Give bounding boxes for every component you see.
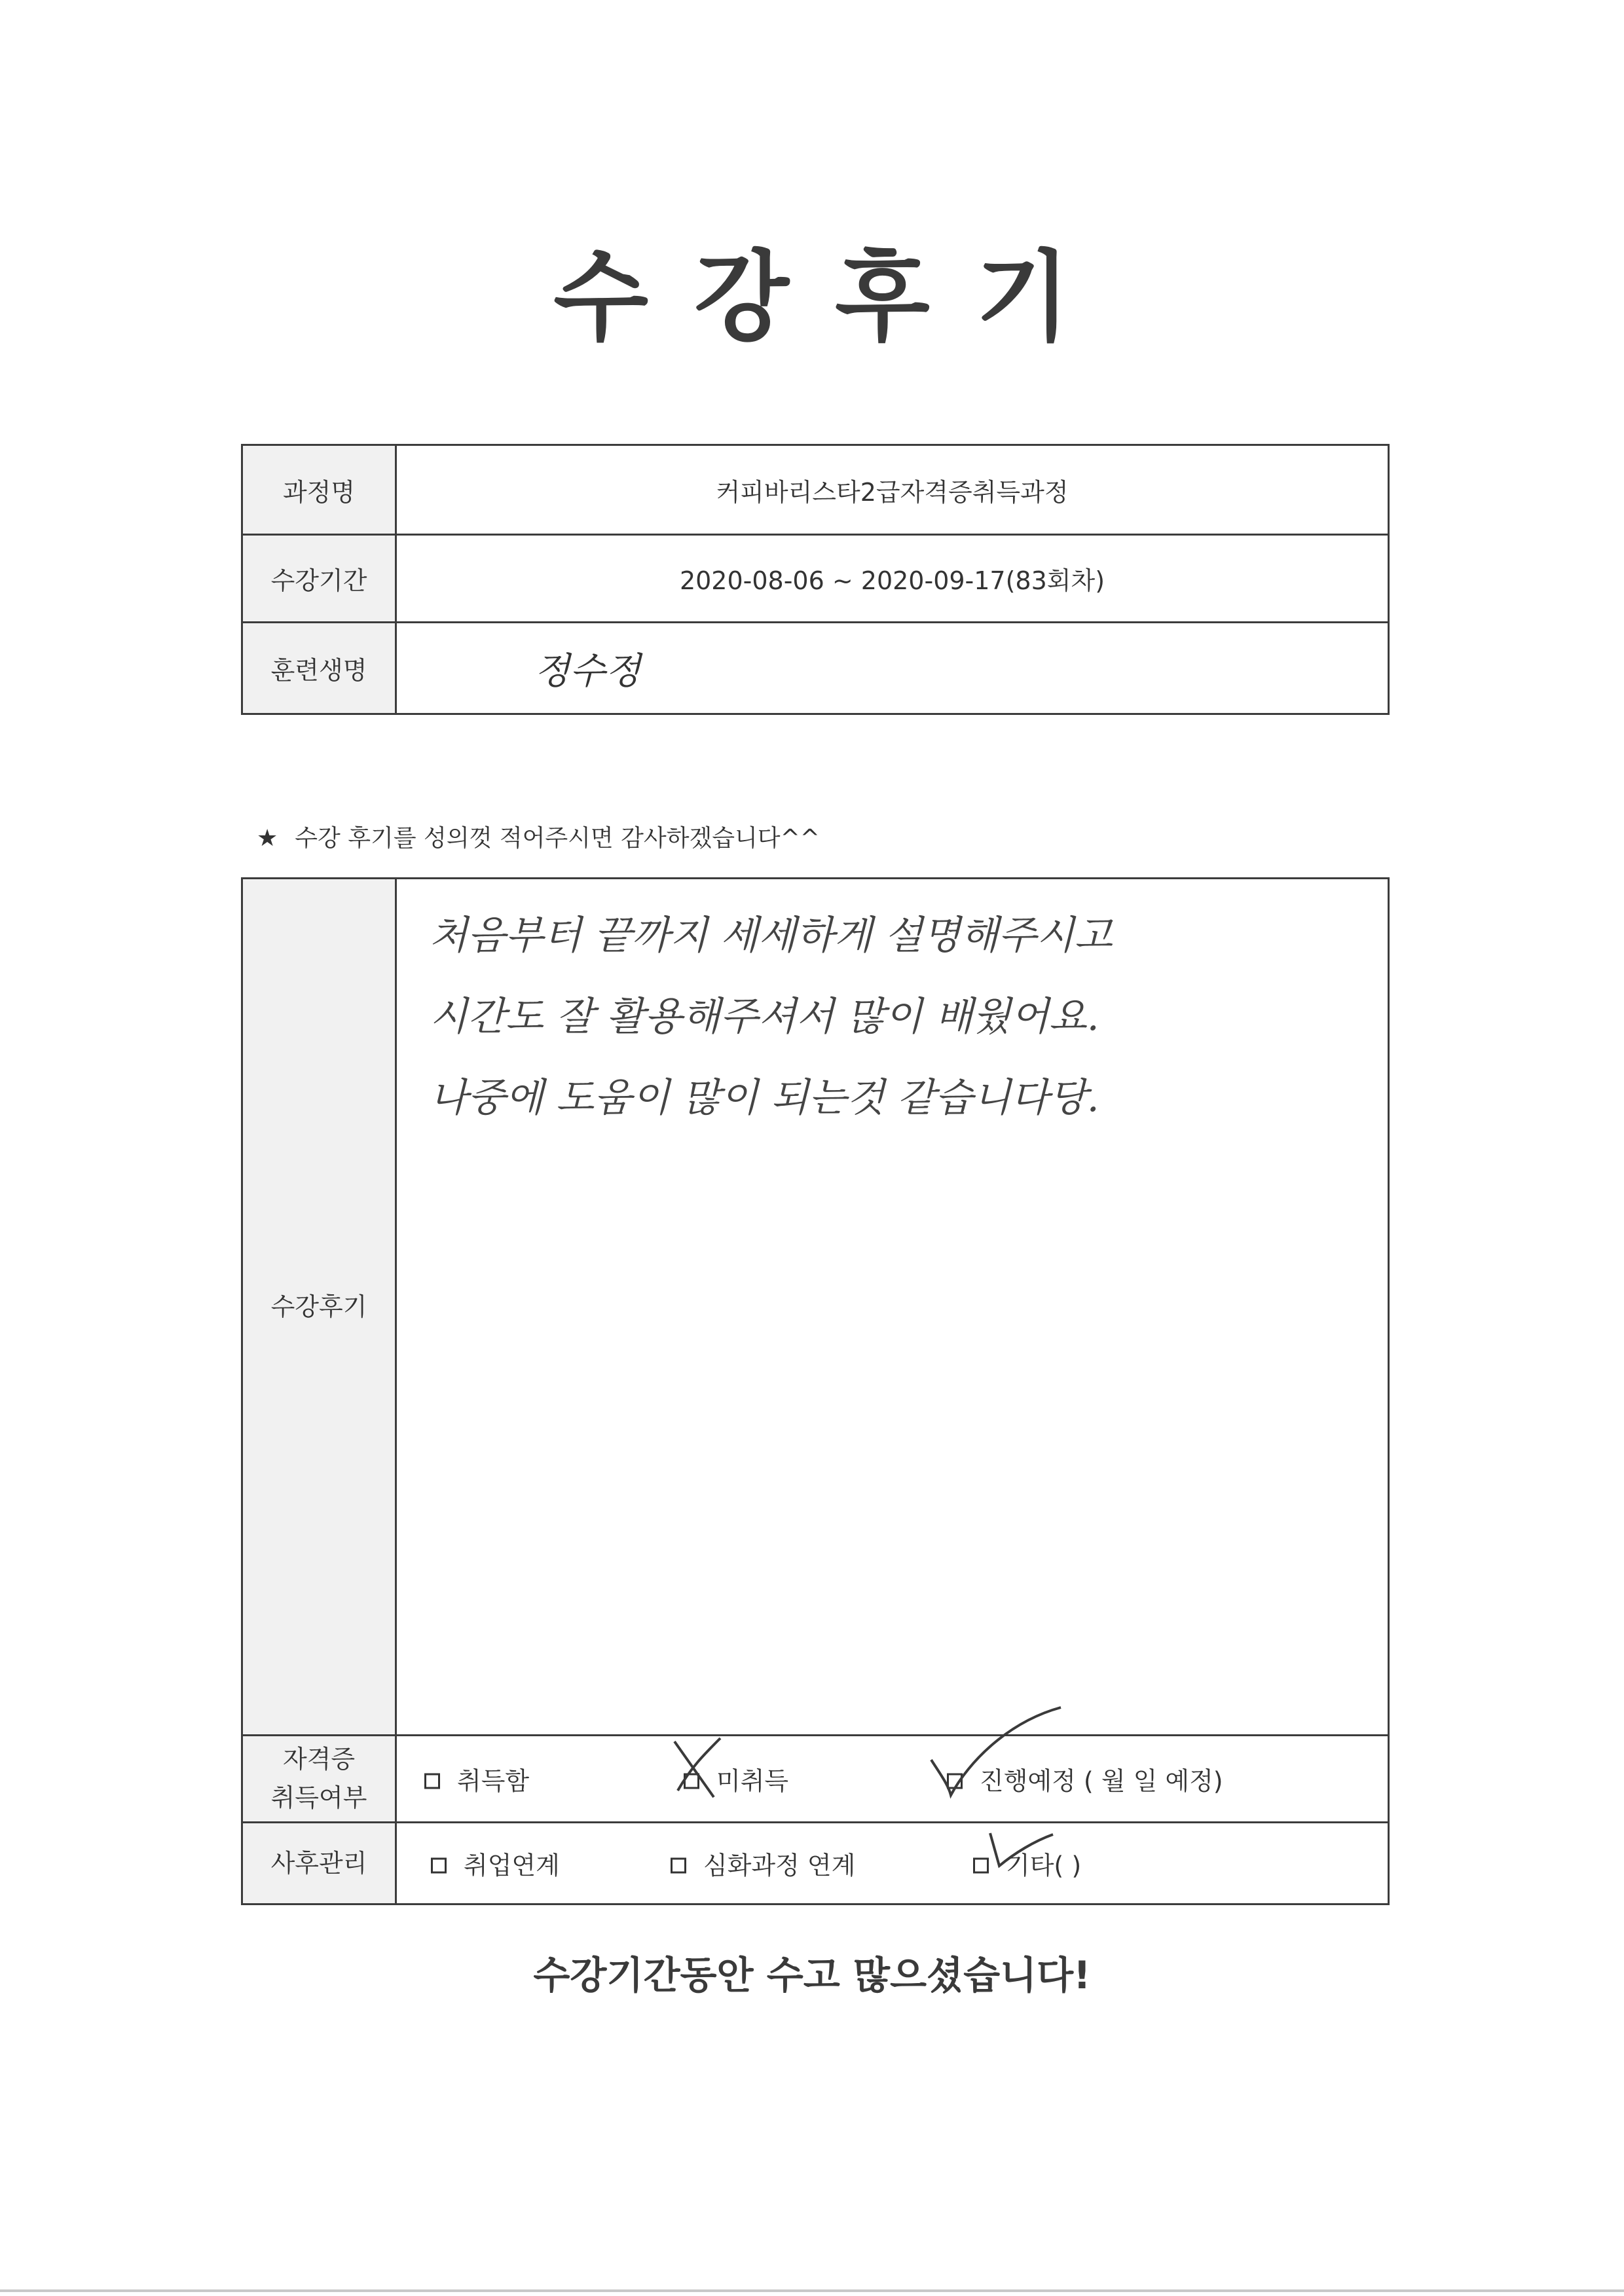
review-row — [242, 879, 1389, 1736]
checkbox-icon[interactable] — [947, 1773, 963, 1789]
course-name-value: 커피바리스타2급자격증취득과정 — [396, 445, 1389, 535]
period-row — [242, 535, 1389, 623]
certification-options — [396, 1736, 1389, 1823]
option-other[interactable] — [973, 1846, 1081, 1882]
review-line-3: 나중에 도움이 많이 되는것 같습니다당. — [430, 1075, 1099, 1121]
instruction-text: 수강 후기를 성의껏 적어주시면 감사하겠습니다^^ — [295, 825, 820, 852]
review-content — [396, 879, 1389, 1736]
certification-label-line1: 자격증 — [282, 1745, 356, 1774]
option-job-link-label: 취업연계 — [464, 1851, 560, 1880]
closing-message: 수강기간동안 수고 많으셨습니다! — [533, 1953, 1091, 1997]
option-obtained[interactable] — [424, 1761, 529, 1797]
trainee-name-label: 훈련생명 — [242, 623, 396, 714]
certification-label-line2: 취득여부 — [270, 1783, 367, 1812]
certification-label — [242, 1736, 396, 1823]
aftercare-row — [242, 1823, 1389, 1904]
checkbox-icon[interactable] — [973, 1857, 989, 1873]
course-info-table — [241, 444, 1390, 715]
option-obtained-label: 취득함 — [457, 1766, 530, 1796]
course-name-label: 과정명 — [242, 445, 396, 535]
option-advanced-course[interactable] — [671, 1846, 855, 1882]
option-not-obtained[interactable] — [684, 1761, 788, 1797]
page-title: 수강후기 — [553, 241, 1116, 355]
checkbox-icon[interactable] — [424, 1773, 440, 1789]
option-not-obtained-label: 미취득 — [716, 1766, 789, 1796]
review-line-1: 처음부터 끝까지 세세하게 설명해주시고 — [430, 913, 1113, 958]
period-label: 수강기간 — [242, 535, 396, 623]
star-icon: ★ — [257, 825, 278, 852]
option-other-label: 기타( ) — [1006, 1851, 1082, 1880]
course-row — [242, 445, 1389, 535]
checkbox-icon[interactable] — [684, 1773, 699, 1789]
aftercare-label: 사후관리 — [242, 1823, 396, 1904]
option-advanced-course-label: 심화과정 연계 — [703, 1851, 856, 1880]
option-in-progress[interactable] — [947, 1761, 1223, 1797]
option-job-link[interactable] — [431, 1846, 560, 1882]
review-table — [241, 877, 1390, 1905]
trainee-name-value: 정수정 — [396, 623, 1389, 714]
period-value: 2020-08-06 ~ 2020-09-17(83회차) — [396, 535, 1389, 623]
option-in-progress-label: 진행예정 ( 월 일 예정) — [980, 1766, 1223, 1796]
aftercare-options — [396, 1823, 1389, 1904]
review-line-2: 시간도 잘 활용해주셔서 많이 배웠어요. — [430, 994, 1099, 1040]
instruction-note — [257, 820, 820, 853]
checkbox-icon[interactable] — [431, 1857, 447, 1873]
checkbox-icon[interactable] — [671, 1857, 686, 1873]
page-bottom-divider — [0, 2289, 1624, 2292]
certification-row — [242, 1736, 1389, 1823]
trainee-row — [242, 623, 1389, 714]
review-label: 수강후기 — [242, 879, 396, 1736]
